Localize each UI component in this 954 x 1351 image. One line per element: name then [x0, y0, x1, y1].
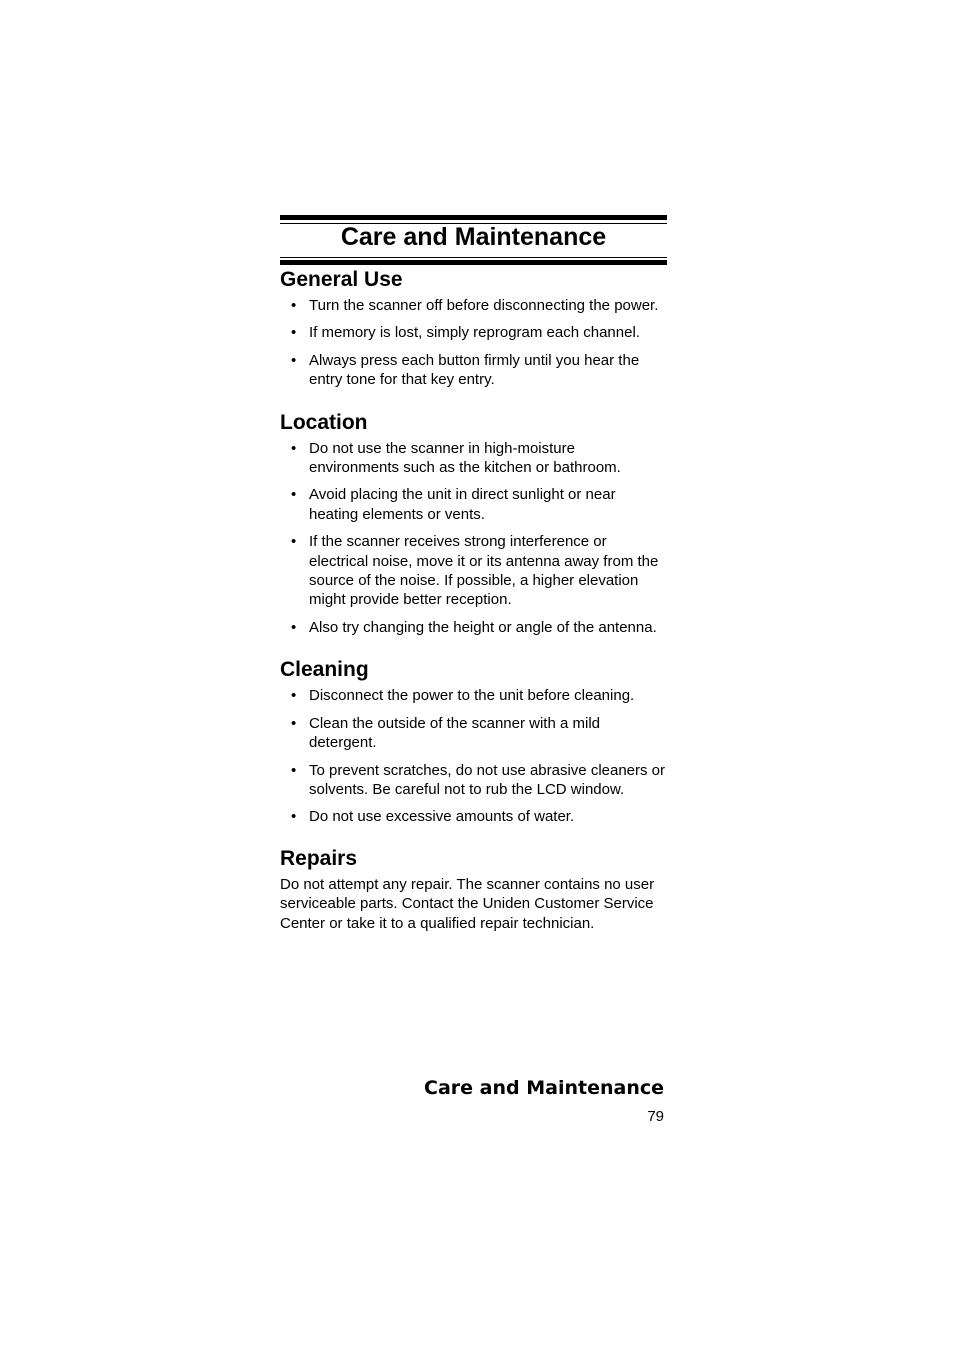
list-item-text: Avoid placing the unit in direct sunlight or near heating elements or vents. — [309, 486, 616, 523]
footer-section-title: Care and Maintenance — [424, 1077, 664, 1099]
list-item — [280, 532, 667, 610]
list-item — [280, 686, 667, 705]
list-item — [280, 439, 667, 478]
bullet-icon: • — [291, 297, 297, 314]
bullet-icon: • — [291, 714, 297, 732]
title-rule-bottom-thick — [280, 260, 667, 265]
bullet-icon: • — [291, 351, 297, 369]
list-item-text: Turn the scanner off before disconnecting the power. — [309, 297, 659, 314]
repairs-paragraph: Do not attempt any repair. The scanner contains no user serviceable parts. Contact the Uniden Customer Service Center or take it to a qualified repair technician. — [280, 875, 655, 932]
list-item-text: Do not use excessive amounts of water. — [309, 808, 575, 826]
list-item — [280, 618, 667, 637]
list-item — [280, 761, 667, 800]
list-item-text: Disconnect the power to the unit before cleaning. — [309, 687, 635, 705]
heading-cleaning: Cleaning — [280, 658, 369, 682]
list-item-text: Clean the outside of the scanner with a mild detergent. — [309, 714, 600, 752]
chapter-title: Care and Maintenance — [340, 223, 607, 251]
list-item — [280, 296, 667, 315]
heading-location: Location — [280, 410, 368, 434]
title-rule-bottom-thin — [280, 257, 667, 258]
bullet-icon: • — [291, 533, 297, 551]
list-item-text: Do not use the scanner in high-moisture environments such as the kitchen or bathroom. — [309, 439, 621, 477]
cleaning-list — [280, 686, 667, 826]
heading-general-use: General Use — [280, 268, 403, 291]
bullet-icon: • — [291, 618, 297, 636]
heading-repairs: Repairs — [280, 846, 358, 870]
chapter-title-block — [280, 215, 667, 265]
list-item — [280, 485, 667, 524]
bullet-icon: • — [291, 486, 297, 504]
bullet-icon: • — [291, 687, 297, 705]
list-item — [280, 323, 667, 342]
bullet-icon: • — [291, 808, 297, 826]
list-item-text: To prevent scratches, do not use abrasive cleaners or solvents. Be careful not to rub the LCD window. — [309, 761, 666, 798]
bullet-icon: • — [291, 439, 297, 457]
list-item — [280, 351, 667, 390]
general-use-list — [280, 296, 667, 390]
location-list — [280, 439, 667, 638]
list-item — [280, 807, 667, 826]
page-content — [280, 215, 667, 933]
bullet-icon: • — [291, 761, 297, 779]
page-number: 79 — [647, 1108, 664, 1125]
title-rule-top-thick — [280, 215, 667, 220]
bullet-icon: • — [291, 324, 297, 342]
list-item-text: If memory is lost, simply reprogram each channel. — [309, 324, 640, 342]
list-item — [280, 714, 667, 753]
list-item-text: If the scanner receives strong interference or electrical noise, move it or its antenna away from the source of the noise. If possible, a higher elevation might provide better reception. — [309, 533, 659, 609]
list-item-text: Always press each button firmly until you hear the entry tone for that key entry. — [309, 351, 640, 389]
list-item-text: Also try changing the height or angle of the antenna. — [309, 618, 657, 636]
